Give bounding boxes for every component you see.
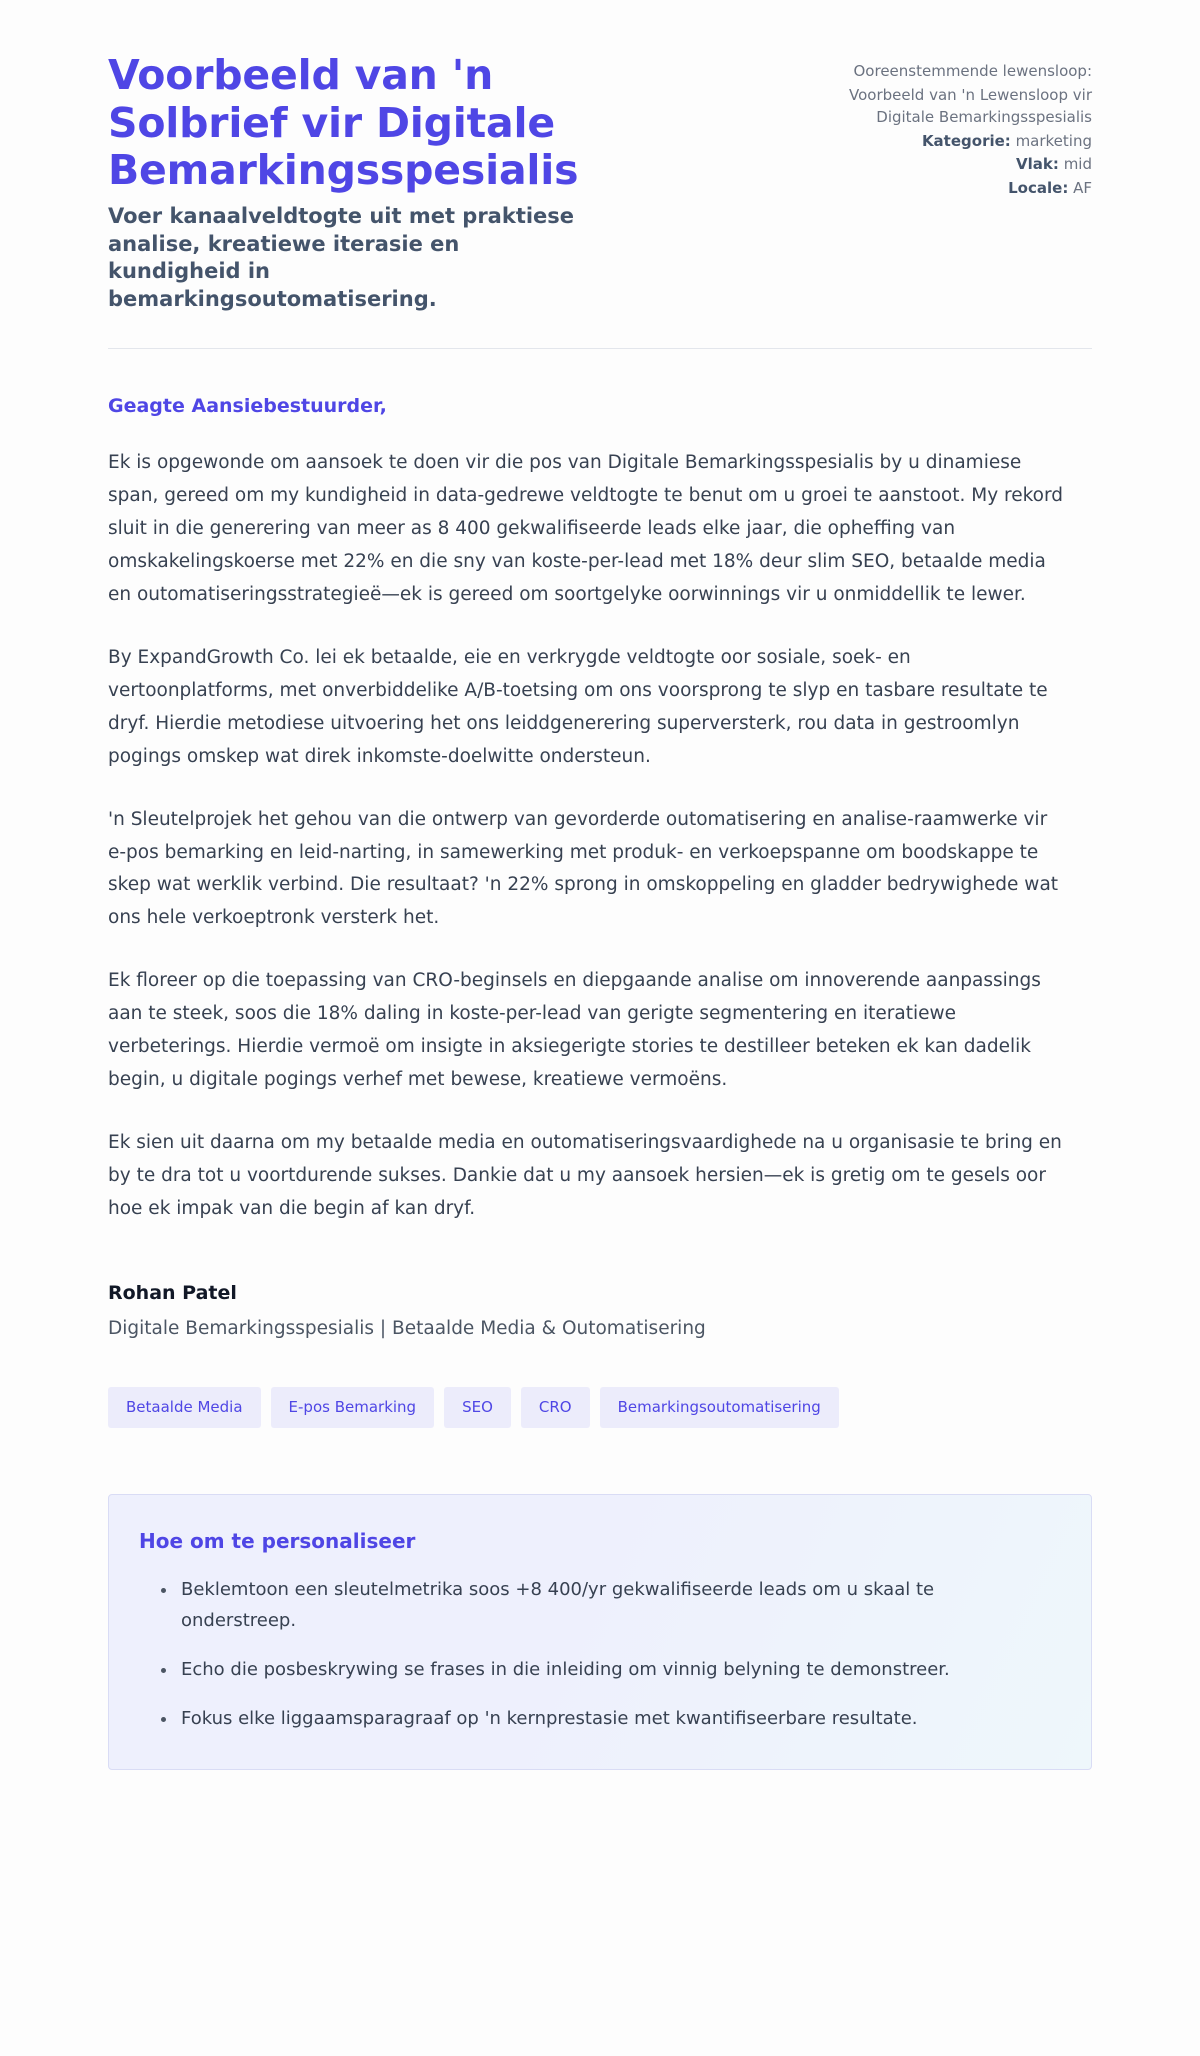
letter-paragraph: Ek sien uit daarna om my betaalde media en outomatiseringsvaardighede na u organisasie te bring en by te dra tot u voortdurende sukses. Dankie dat u my aansoek hersien—ek is gretig om te gesels oor hoe ek impak van die begin af kan dryf. xyxy=(108,1132,1062,1219)
category-value: marketing xyxy=(1015,131,1092,150)
metadata-category xyxy=(792,130,1092,153)
header-title-block xyxy=(108,52,728,314)
letter-paragraph: By ExpandGrowth Co. lei ek betaalde, eie en verkrygde veldtogte oor sosiale, soek- en vertoonplatforms, met onverbiddelike A/B-toetsing om ons voorsprong te slyp en tasbare resultate te dryf. Hierdie metodiese uitvoering het ons leiddgenerering superversterk, rou data in gestroomlyn pogings omskep wat direk inkomste-doelwitte ondersteun. xyxy=(108,646,1048,767)
letter-paragraph: Ek is opgewonde om aansoek te doen vir die pos van Digitale Bemarkingsspesialis by u dinamiese span, gereed om my kundigheid in data-gedrewe veldtogte te benut om u groei te aanstoot. My rekord sluit in die generering van meer as 8 400 gekwalifiseerde leads elke jaar, die opheffing van omskakelingskoerse met 22% en die sny van koste-per-lead met 18% deur slim SEO, betaalde media en outomatiseringsstrategieë—ek is gereed om soortgelyke oorwinnings vir u onmiddellik te lewer. xyxy=(108,452,1063,606)
tag-chip[interactable]: Betaalde Media xyxy=(108,1387,261,1428)
callout-title: Hoe om te personaliseer xyxy=(139,1528,416,1553)
callout-list xyxy=(139,1575,1055,1735)
tag-chip[interactable]: SEO xyxy=(444,1387,511,1428)
signature-block xyxy=(108,1282,1092,1339)
tag-chip[interactable]: Bemarkingsoutomatisering xyxy=(600,1387,839,1428)
document-metadata xyxy=(792,52,1092,199)
letter-body xyxy=(108,395,1092,1769)
letter-paragraph: 'n Sleutelprojek het gehou van die ontwerp van gevorderde outomatisering en analise-raamwerke vir e-pos bemarking en leid-narting, in samewerking met produk- en verkoepspanne om boodskappe te skep wat werklik verbind. Die resultaat? 'n 22% sprong in omskoppeling en gladder bedrywighede wat ons hele verkoeptronk versterk het. xyxy=(108,808,1059,929)
salutation: Geagte Aansiebestuurder, xyxy=(108,395,387,418)
metadata-level xyxy=(792,153,1092,176)
callout-list-item: Fokus elke liggaamsparagraaf op 'n kernprestasie met kwantifiseerbare resultate. xyxy=(161,1704,1041,1735)
tag-chip[interactable]: CRO xyxy=(521,1387,590,1428)
locale-value: AF xyxy=(1073,178,1092,197)
signature-name: Rohan Patel xyxy=(108,1281,237,1304)
page-subtitle: Voer kanaalveldtogte uit met praktiese analise, kreatiewe iterasie en kundigheid in bemarkingsoutomatisering. xyxy=(108,203,575,312)
tag-list xyxy=(108,1387,1092,1428)
level-value: mid xyxy=(1063,155,1092,173)
letter-paragraph: Ek floreer op die toepassing van CRO-beginsels en diepgaande analise om innoverende aanpassings aan te steek, soos die 18% daling in koste-per-lead van gerigte segmentering en iteratiewe verbeterings. Hierdie vermoë om insigte in aksiegerigte stories te destilleer beteken ek kan dadelik begin, u digitale pogings verhef met bewese, kreatiewe vermoëns. xyxy=(108,970,1041,1091)
matching-resume-label: Ooreenstemmende lewensloop: xyxy=(853,62,1092,80)
matching-resume-value: Voorbeeld van 'n Lewensloop vir Digitale Bemarkingsspesialis xyxy=(849,85,1092,126)
callout-list-item: Echo die posbeskrywing se frases in die inleiding om vinnig belyning te demonstreer. xyxy=(161,1655,1041,1686)
page-title: Voorbeeld van 'n Solbrief vir Digitale Bemarkingsspesialis xyxy=(108,51,579,195)
level-label: Vlak: xyxy=(1016,155,1059,173)
personalization-callout xyxy=(108,1494,1092,1770)
header-divider xyxy=(108,348,1092,349)
signature-role: Digitale Bemarkingsspesialis | Betaalde Media & Outomatisering xyxy=(108,1317,706,1339)
letter-paragraphs xyxy=(108,447,1092,1225)
callout-list-item: Beklemtoon een sleutelmetrika soos +8 400/yr gekwalifiseerde leads om u skaal te onderstreep. xyxy=(161,1575,1041,1637)
locale-label: Locale: xyxy=(1008,178,1069,197)
document-header xyxy=(108,52,1092,348)
category-label: Kategorie: xyxy=(921,131,1011,150)
metadata-locale xyxy=(792,177,1092,200)
tag-chip[interactable]: E-pos Bemarking xyxy=(271,1387,435,1428)
